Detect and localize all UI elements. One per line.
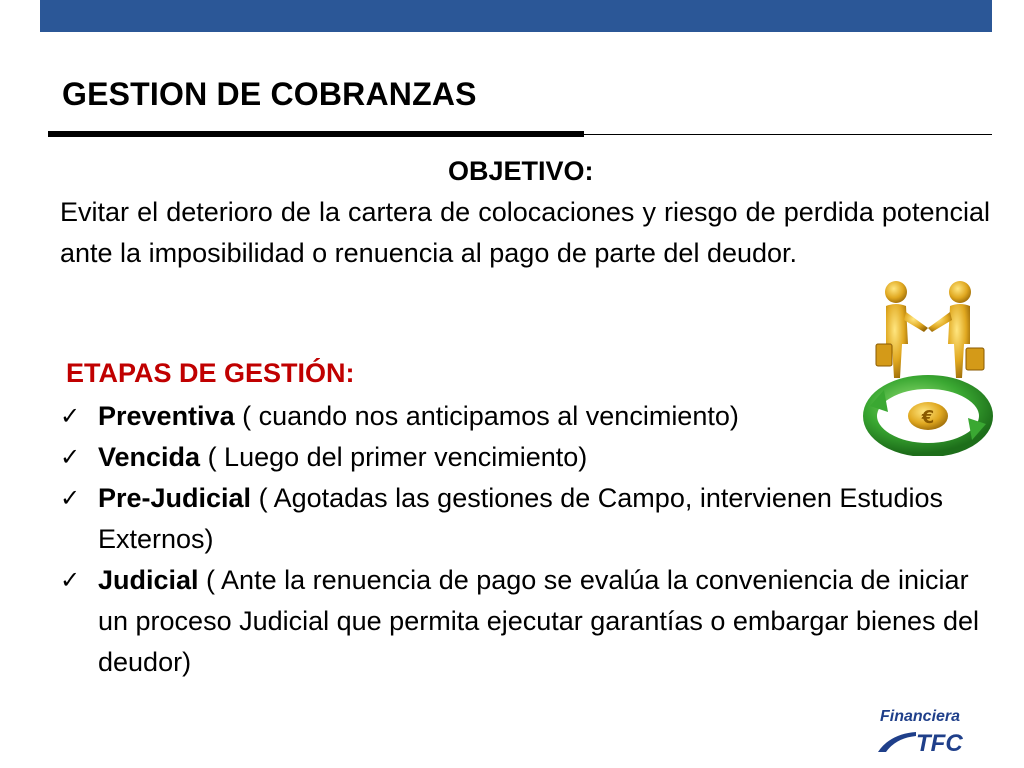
briefcase-left bbox=[876, 344, 892, 366]
logo-top-text: Financiera bbox=[880, 708, 961, 725]
euro-symbol: € bbox=[921, 407, 935, 428]
stage-name: Preventiva bbox=[98, 401, 235, 431]
stage-detail: ( Ante la renuencia de pago se evalúa la conveniencia de iniciar un proceso Judicial que permita ejecutar garantías o embargar bienes del deudor) bbox=[98, 565, 980, 677]
stage-detail: ( cuando nos anticipamos al vencimiento) bbox=[234, 401, 739, 431]
figure-left-head bbox=[885, 281, 907, 303]
figure-left-body bbox=[886, 304, 908, 378]
briefcase-right bbox=[966, 348, 984, 370]
stage-text bbox=[98, 478, 993, 560]
stage-name: Vencida bbox=[98, 442, 201, 472]
objective-text: Evitar el deterioro de la cartera de colocaciones y riesgo de perdida potencial ante la imposibilidad o renuencia al pago de parte del deudor. bbox=[60, 197, 990, 268]
check-icon: ✓ bbox=[60, 444, 81, 471]
top-accent-bar bbox=[40, 0, 992, 32]
figure-left-arm bbox=[904, 312, 928, 332]
check-icon: ✓ bbox=[60, 403, 81, 430]
title-underline-thick bbox=[48, 131, 584, 137]
stage-detail: ( Luego del primer vencimiento) bbox=[200, 442, 588, 472]
stage-detail: ( Agotadas las gestiones de Campo, intervienen Estudios Externos) bbox=[98, 483, 943, 554]
figure-right-head bbox=[949, 281, 971, 303]
title-underline-thin bbox=[584, 134, 992, 135]
stage-text bbox=[98, 396, 993, 437]
stage-text bbox=[98, 560, 993, 683]
logo-mark bbox=[876, 728, 976, 754]
stages-heading: ETAPAS DE GESTIÓN: bbox=[66, 358, 355, 388]
handshake-figures-icon bbox=[862, 278, 994, 456]
logo-swoosh bbox=[878, 732, 916, 752]
logo-brand-text: TFC bbox=[916, 730, 963, 754]
objective-heading: OBJETIVO: bbox=[448, 156, 594, 186]
financiera-tfc-logo bbox=[876, 708, 976, 754]
check-icon: ✓ bbox=[60, 485, 81, 512]
slide-title: GESTION DE COBRANZAS bbox=[62, 76, 477, 112]
stage-name: Pre-Judicial bbox=[98, 483, 252, 513]
check-icon: ✓ bbox=[60, 567, 81, 594]
figure-right-arm bbox=[928, 312, 952, 332]
stage-text bbox=[98, 437, 993, 478]
stage-name: Judicial bbox=[98, 565, 199, 595]
